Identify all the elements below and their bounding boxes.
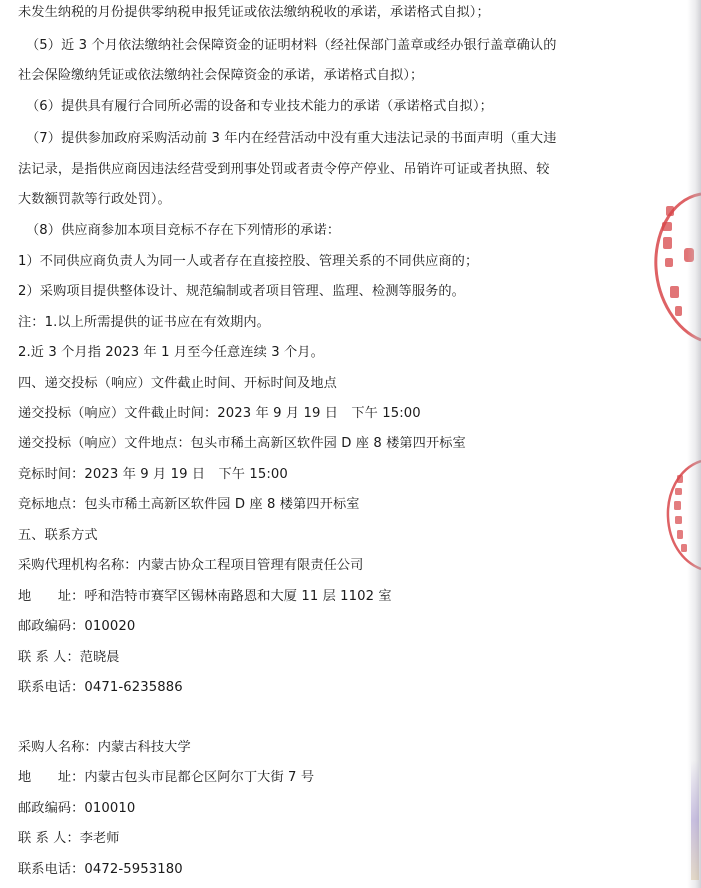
section-heading: 五、联系方式 [18,528,98,543]
text-line: 地 址：呼和浩特市赛罕区锡林南路恩和大厦 11 层 1102 室 [18,589,392,604]
text-line: （6）提供具有履行合同所必需的设备和专业技术能力的承诺（承诺格式自拟）； [26,99,493,114]
text-line: 联 系 人：范晓晨 [18,650,120,665]
text-line: 法记录，是指供应商因违法经营受到刑事处罚或者责令停产停业、吊销许可证或者执照、较 [18,162,550,177]
text-line: 大数额罚款等行政处罚）。 [18,192,171,207]
text-line: 邮政编码：010020 [18,619,136,634]
text-line: 未发生纳税的月份提供零纳税申报凭证或依法缴纳税收的承诺，承诺格式自拟）； [18,5,490,20]
text-line: 注：1.以上所需提供的证书应在有效期内。 [18,315,270,330]
text-line: （8）供应商参加本项目竞标不存在下列情形的承诺： [26,223,341,238]
text-line: 社会保险缴纳凭证或依法缴纳社会保障资金的承诺，承诺格式自拟）； [18,68,424,83]
section-heading: 四、递交投标（响应）文件截止时间、开标时间及地点 [18,376,337,391]
text-line: 递交投标（响应）文件截止时间：2023 年 9 月 19 日 下午 15:00 [18,406,421,421]
text-line: 竞标时间：2023 年 9 月 19 日 下午 15:00 [18,467,288,482]
text-line: 递交投标（响应）文件地点：包头市稀土高新区软件园 D 座 8 楼第四开标室 [18,436,466,451]
text-line: 2）采购项目提供整体设计、规范编制或者项目管理、监理、检测等服务的。 [18,284,465,299]
text-line: 邮政编码：010010 [18,801,136,816]
text-line: 地 址：内蒙古包头市昆都仑区阿尔丁大街 7 号 [18,770,315,785]
page-edge-shadow [687,0,701,888]
text-line: （7）提供参加政府采购活动前 3 年内在经营活动中没有重大违法记录的书面声明（重大违 [26,131,557,146]
text-line: 联系电话：0471-6235886 [18,680,183,695]
text-line: 1）不同供应商负责人为同一人或者存在直接控股、管理关系的不同供应商的； [18,254,479,269]
text-line: 联 系 人：李老师 [18,831,120,846]
text-line: （5）近 3 个月依法缴纳社会保障资金的证明材料（经社保部门盖章或经办银行盖章确认的 [26,38,557,53]
text-line: 采购人名称：内蒙古科技大学 [18,740,191,755]
text-line: 采购代理机构名称：内蒙古协众工程项目管理有限责任公司 [18,558,364,573]
text-line: 联系电话：0472-5953180 [18,862,183,877]
page-edge-tint [691,760,699,880]
text-line: 2.近 3 个月指 2023 年 1 月至今任意连续 3 个月。 [18,345,324,360]
text-line: 竞标地点：包头市稀土高新区软件园 D 座 8 楼第四开标室 [18,497,360,512]
